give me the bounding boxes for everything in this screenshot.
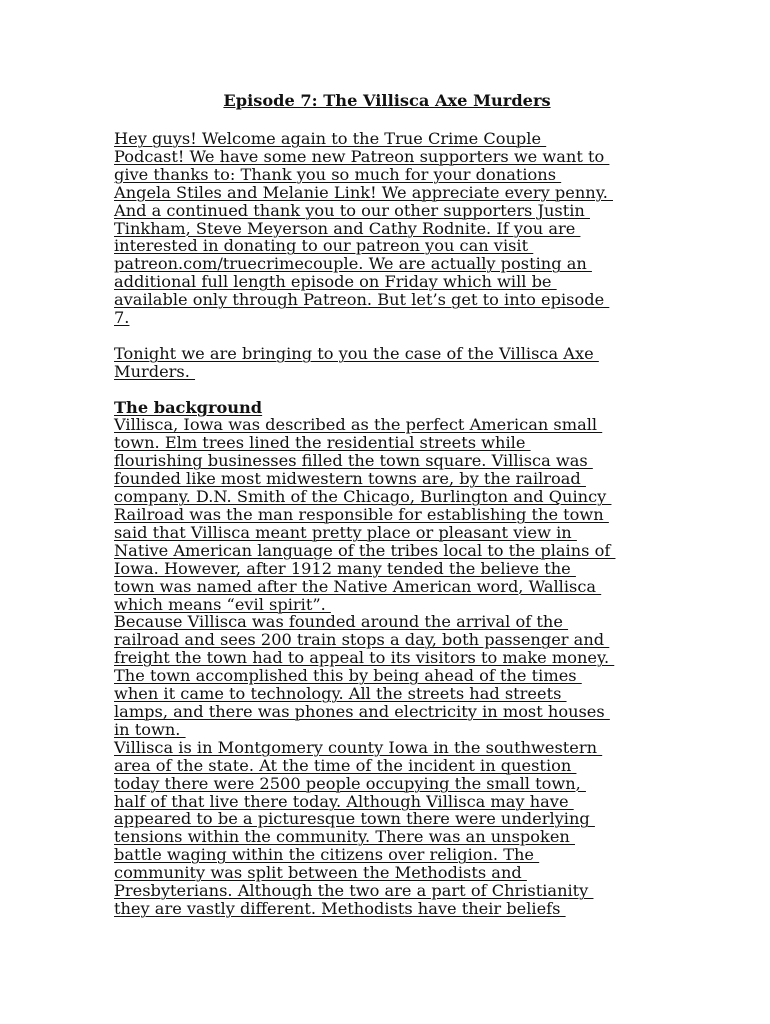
tonight-line: Tonight we are bringing to you the case of the Villisca Axe [114, 343, 599, 363]
background-line: freight the town had to appeal to its visitors to make money. [114, 648, 615, 668]
intro-line: interested in donating to our patreon you can visit [114, 236, 534, 256]
background-line: battle waging within the citizens over religion. The [114, 845, 540, 865]
intro-paragraph [114, 130, 660, 327]
background-line: town was named after the Native American word, Wallisca [114, 576, 602, 596]
section-heading-background: The background [114, 397, 263, 417]
background-line: town. Elm trees lined the residential streets while [114, 433, 531, 453]
tonight-line: Murders. [114, 361, 196, 381]
intro-line: 7. [114, 308, 130, 328]
background-line: The town accomplished this by being ahead of the times [114, 666, 582, 686]
document-page [114, 90, 660, 918]
background-line: area of the state. At the time of the incident in question [114, 755, 577, 775]
intro-line: And a continued thank you to our other supporters Justin [114, 200, 590, 220]
background-line: which means “evil spirit”. [114, 594, 331, 614]
background-line: founded like most midwestern towns are, by the railroad [114, 469, 586, 489]
background-line: Iowa. However, after 1912 many tended the believe the [114, 558, 576, 578]
background-line: Because Villisca was founded around the arrival of the [114, 612, 569, 632]
intro-line: Hey guys! Welcome again to the True Crime Couple [114, 129, 547, 148]
background-line: flourishing businesses filled the town square. Villisca was [114, 451, 593, 471]
background-line: appeared to be a picturesque town there were underlying [114, 809, 595, 829]
background-line: half of that live there today. Although Villisca may have [114, 791, 574, 811]
background-line: lamps, and there was phones and electricity in most houses [114, 701, 610, 721]
background-line: community was split between the Methodists and [114, 863, 527, 883]
document-title: Episode 7: The Villisca Axe Murders [223, 91, 551, 110]
intro-line: additional full length episode on Friday which will be [114, 272, 557, 292]
background-line: they are vastly different. Methodists have their beliefs [114, 898, 566, 918]
background-line: when it came to technology. All the streets had streets [114, 684, 567, 704]
background-line: company. D.N. Smith of the Chicago, Burlington and Quincy [114, 487, 612, 507]
paragraph-gap [114, 327, 660, 345]
intro-line: patreon.com/truecrimecouple. We are actually posting an [114, 254, 592, 274]
background-line: today there were 2500 people occupying the small town, [114, 773, 586, 793]
background-line: tensions within the community. There was an unspoken [114, 827, 575, 847]
background-line: Native American language of the tribes local to the plains of [114, 540, 616, 560]
intro-line: Angela Stiles and Melanie Link! We appreciate every penny. [114, 182, 613, 202]
intro-line: give thanks to: Thank you so much for your donations [114, 164, 562, 184]
background-line: Presbyterians. Although the two are a part of Christianity [114, 881, 594, 901]
intro-line: Podcast! We have some new Patreon supporters we want to [114, 146, 610, 166]
tonight-paragraph [114, 345, 660, 381]
background-line: Villisca, Iowa was described as the perfect American small [114, 415, 603, 435]
background-paragraph [114, 416, 660, 917]
background-line: Villisca is in Montgomery county Iowa in the southwestern [114, 737, 603, 757]
background-line: Railroad was the man responsible for establishing the town [114, 505, 609, 524]
background-line: said that Villisca meant pretty place or pleasant view in [114, 522, 577, 542]
paragraph-gap [114, 381, 660, 399]
background-line: in town. [114, 719, 186, 739]
intro-line: available only through Patreon. But let’s get to into episode [114, 290, 610, 310]
intro-line: Tinkham, Steve Meyerson and Cathy Rodnite. If you are [114, 218, 581, 238]
background-line: railroad and sees 200 train stops a day, both passenger and [114, 630, 610, 650]
